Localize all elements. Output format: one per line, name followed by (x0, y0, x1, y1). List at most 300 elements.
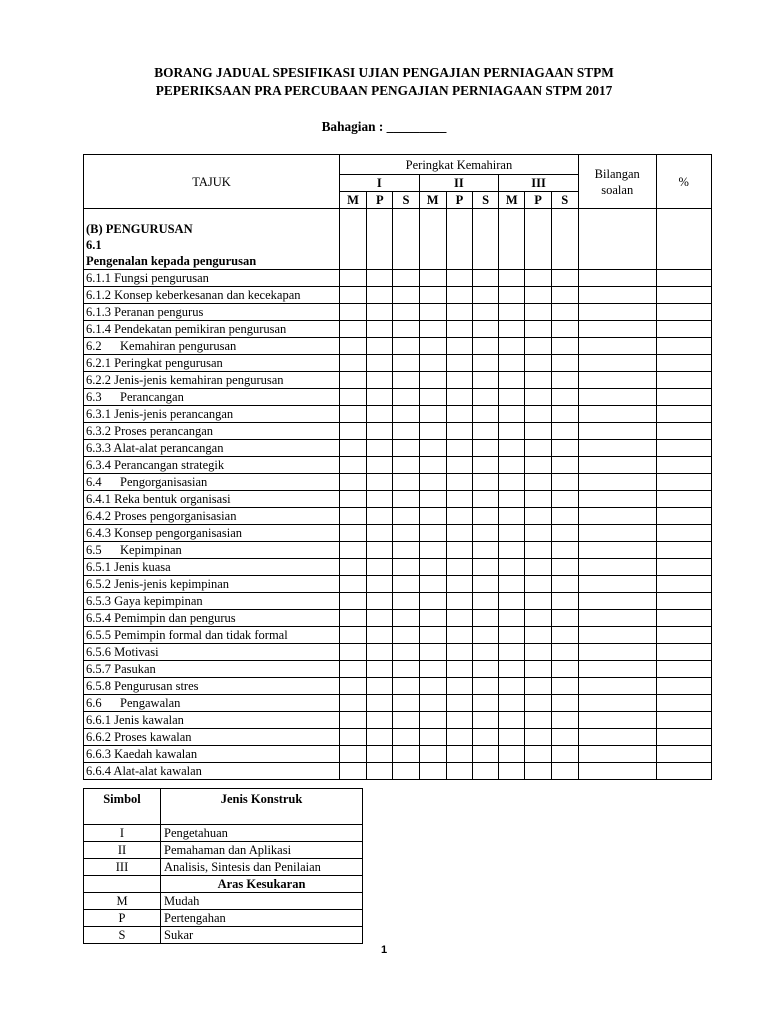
entry-cell[interactable] (656, 712, 711, 729)
entry-cell[interactable] (525, 678, 551, 695)
entry-cell[interactable] (551, 338, 578, 355)
entry-cell[interactable] (551, 644, 578, 661)
entry-cell[interactable] (499, 746, 525, 763)
entry-cell[interactable] (656, 321, 711, 338)
entry-cell[interactable] (656, 542, 711, 559)
entry-cell[interactable] (551, 321, 578, 338)
entry-cell[interactable] (656, 508, 711, 525)
entry-cell[interactable] (499, 627, 525, 644)
entry-cell[interactable] (551, 287, 578, 304)
entry-cell[interactable] (525, 559, 551, 576)
entry-cell[interactable] (499, 712, 525, 729)
entry-cell[interactable] (393, 525, 419, 542)
entry-cell[interactable] (339, 763, 366, 780)
entry-cell[interactable] (656, 678, 711, 695)
entry-cell[interactable] (446, 304, 472, 321)
entry-cell[interactable] (656, 287, 711, 304)
entry-cell[interactable] (446, 763, 472, 780)
entry-cell[interactable] (525, 695, 551, 712)
entry-cell[interactable] (367, 287, 393, 304)
entry-cell[interactable] (578, 389, 656, 406)
entry-cell[interactable] (473, 661, 499, 678)
entry-cell[interactable] (525, 270, 551, 287)
entry-cell[interactable] (551, 712, 578, 729)
entry-cell[interactable] (551, 525, 578, 542)
entry-cell[interactable] (499, 729, 525, 746)
entry-cell[interactable] (578, 474, 656, 491)
entry-cell[interactable] (446, 712, 472, 729)
entry-cell[interactable] (578, 406, 656, 423)
entry-cell[interactable] (551, 695, 578, 712)
entry-cell[interactable] (499, 491, 525, 508)
entry-cell[interactable] (578, 593, 656, 610)
entry-cell[interactable] (473, 321, 499, 338)
entry-cell[interactable] (578, 270, 656, 287)
entry-cell[interactable] (446, 355, 472, 372)
entry-cell[interactable] (339, 542, 366, 559)
entry-cell[interactable] (525, 576, 551, 593)
entry-cell[interactable] (551, 423, 578, 440)
entry-cell[interactable] (551, 270, 578, 287)
entry-cell[interactable] (339, 321, 366, 338)
entry-cell[interactable] (419, 695, 446, 712)
entry-cell[interactable] (656, 593, 711, 610)
entry-cell[interactable] (473, 474, 499, 491)
entry-cell[interactable] (656, 474, 711, 491)
entry-cell[interactable] (446, 491, 472, 508)
entry-cell[interactable] (339, 338, 366, 355)
entry-cell[interactable] (339, 627, 366, 644)
entry-cell[interactable] (551, 355, 578, 372)
entry-cell[interactable] (578, 695, 656, 712)
entry-cell[interactable] (393, 576, 419, 593)
entry-cell[interactable] (525, 746, 551, 763)
entry-cell[interactable] (393, 695, 419, 712)
entry-cell[interactable] (393, 304, 419, 321)
entry-cell[interactable] (499, 338, 525, 355)
entry-cell[interactable] (419, 389, 446, 406)
entry-cell[interactable] (578, 287, 656, 304)
entry-cell[interactable] (525, 763, 551, 780)
entry-cell[interactable] (339, 270, 366, 287)
entry-cell[interactable] (393, 423, 419, 440)
entry-cell[interactable] (339, 559, 366, 576)
entry-cell[interactable] (525, 372, 551, 389)
entry-cell[interactable] (578, 542, 656, 559)
entry-cell[interactable] (499, 644, 525, 661)
entry-cell[interactable] (446, 270, 472, 287)
entry-cell[interactable] (367, 355, 393, 372)
entry-cell[interactable] (367, 746, 393, 763)
entry-cell[interactable] (419, 457, 446, 474)
entry-cell[interactable] (656, 440, 711, 457)
entry-cell[interactable] (473, 491, 499, 508)
entry-cell[interactable] (499, 525, 525, 542)
entry-cell[interactable] (393, 746, 419, 763)
entry-cell[interactable] (499, 610, 525, 627)
entry-cell[interactable] (446, 627, 472, 644)
entry-cell[interactable] (367, 321, 393, 338)
entry-cell[interactable] (446, 508, 472, 525)
entry-cell[interactable] (525, 627, 551, 644)
entry-cell[interactable] (499, 661, 525, 678)
entry-cell[interactable] (367, 389, 393, 406)
entry-cell[interactable] (367, 440, 393, 457)
entry-cell[interactable] (367, 508, 393, 525)
entry-cell[interactable] (446, 678, 472, 695)
entry-cell[interactable] (499, 593, 525, 610)
entry-cell[interactable] (419, 661, 446, 678)
entry-cell[interactable] (656, 610, 711, 627)
entry-cell[interactable] (656, 525, 711, 542)
entry-cell[interactable] (525, 542, 551, 559)
entry-cell[interactable] (339, 610, 366, 627)
entry-cell[interactable] (656, 372, 711, 389)
entry-cell[interactable] (446, 610, 472, 627)
entry-cell[interactable] (419, 287, 446, 304)
entry-cell[interactable] (446, 644, 472, 661)
entry-cell[interactable] (473, 610, 499, 627)
entry-cell[interactable] (393, 508, 419, 525)
entry-cell[interactable] (656, 729, 711, 746)
entry-cell[interactable] (339, 474, 366, 491)
entry-cell[interactable] (656, 355, 711, 372)
entry-cell[interactable] (578, 712, 656, 729)
entry-cell[interactable] (339, 712, 366, 729)
entry-cell[interactable] (419, 474, 446, 491)
entry-cell[interactable] (551, 304, 578, 321)
entry-cell[interactable] (656, 423, 711, 440)
entry-cell[interactable] (446, 746, 472, 763)
entry-cell[interactable] (473, 695, 499, 712)
entry-cell[interactable] (446, 474, 472, 491)
entry-cell[interactable] (551, 542, 578, 559)
entry-cell[interactable] (473, 338, 499, 355)
entry-cell[interactable] (551, 576, 578, 593)
entry-cell[interactable] (525, 610, 551, 627)
entry-cell[interactable] (578, 355, 656, 372)
entry-cell[interactable] (578, 457, 656, 474)
entry-cell[interactable] (551, 678, 578, 695)
entry-cell[interactable] (393, 338, 419, 355)
entry-cell[interactable] (551, 372, 578, 389)
entry-cell[interactable] (393, 644, 419, 661)
entry-cell[interactable] (551, 406, 578, 423)
entry-cell[interactable] (367, 542, 393, 559)
entry-cell[interactable] (551, 661, 578, 678)
entry-cell[interactable] (656, 406, 711, 423)
entry-cell[interactable] (551, 729, 578, 746)
entry-cell[interactable] (393, 763, 419, 780)
entry-cell[interactable] (393, 270, 419, 287)
entry-cell[interactable] (446, 457, 472, 474)
entry-cell[interactable] (339, 644, 366, 661)
entry-cell[interactable] (656, 661, 711, 678)
entry-cell[interactable] (499, 287, 525, 304)
entry-cell[interactable] (419, 372, 446, 389)
entry-cell[interactable] (419, 627, 446, 644)
entry-cell[interactable] (419, 508, 446, 525)
entry-cell[interactable] (367, 661, 393, 678)
entry-cell[interactable] (525, 406, 551, 423)
entry-cell[interactable] (578, 440, 656, 457)
entry-cell[interactable] (339, 287, 366, 304)
entry-cell[interactable] (473, 644, 499, 661)
entry-cell[interactable] (367, 678, 393, 695)
entry-cell[interactable] (446, 661, 472, 678)
entry-cell[interactable] (656, 627, 711, 644)
entry-cell[interactable] (393, 559, 419, 576)
entry-cell[interactable] (499, 559, 525, 576)
entry-cell[interactable] (419, 559, 446, 576)
entry-cell[interactable] (525, 389, 551, 406)
entry-cell[interactable] (367, 610, 393, 627)
entry-cell[interactable] (499, 508, 525, 525)
entry-cell[interactable] (578, 678, 656, 695)
entry-cell[interactable] (473, 593, 499, 610)
entry-cell[interactable] (393, 712, 419, 729)
entry-cell[interactable] (578, 576, 656, 593)
entry-cell[interactable] (578, 423, 656, 440)
entry-cell[interactable] (578, 321, 656, 338)
entry-cell[interactable] (339, 525, 366, 542)
entry-cell[interactable] (551, 627, 578, 644)
entry-cell[interactable] (551, 491, 578, 508)
entry-cell[interactable] (419, 440, 446, 457)
entry-cell[interactable] (419, 338, 446, 355)
entry-cell[interactable] (419, 763, 446, 780)
entry-cell[interactable] (446, 287, 472, 304)
entry-cell[interactable] (656, 270, 711, 287)
entry-cell[interactable] (578, 559, 656, 576)
entry-cell[interactable] (446, 729, 472, 746)
entry-cell[interactable] (419, 746, 446, 763)
entry-cell[interactable] (419, 423, 446, 440)
entry-cell[interactable] (419, 542, 446, 559)
entry-cell[interactable] (525, 321, 551, 338)
entry-cell[interactable] (339, 576, 366, 593)
entry-cell[interactable] (393, 729, 419, 746)
entry-cell[interactable] (419, 525, 446, 542)
entry-cell[interactable] (446, 372, 472, 389)
entry-cell[interactable] (551, 508, 578, 525)
entry-cell[interactable] (446, 559, 472, 576)
entry-cell[interactable] (473, 729, 499, 746)
entry-cell[interactable] (367, 712, 393, 729)
entry-cell[interactable] (393, 474, 419, 491)
entry-cell[interactable] (499, 270, 525, 287)
entry-cell[interactable] (473, 678, 499, 695)
entry-cell[interactable] (499, 321, 525, 338)
entry-cell[interactable] (656, 559, 711, 576)
entry-cell[interactable] (419, 406, 446, 423)
entry-cell[interactable] (551, 610, 578, 627)
entry-cell[interactable] (367, 695, 393, 712)
entry-cell[interactable] (578, 508, 656, 525)
entry-cell[interactable] (446, 525, 472, 542)
entry-cell[interactable] (525, 474, 551, 491)
entry-cell[interactable] (367, 627, 393, 644)
entry-cell[interactable] (656, 491, 711, 508)
entry-cell[interactable] (339, 355, 366, 372)
entry-cell[interactable] (339, 491, 366, 508)
entry-cell[interactable] (473, 576, 499, 593)
entry-cell[interactable] (525, 423, 551, 440)
entry-cell[interactable] (525, 525, 551, 542)
entry-cell[interactable] (578, 644, 656, 661)
entry-cell[interactable] (578, 525, 656, 542)
entry-cell[interactable] (499, 355, 525, 372)
entry-cell[interactable] (656, 576, 711, 593)
entry-cell[interactable] (419, 270, 446, 287)
entry-cell[interactable] (393, 627, 419, 644)
entry-cell[interactable] (393, 678, 419, 695)
entry-cell[interactable] (656, 338, 711, 355)
entry-cell[interactable] (339, 661, 366, 678)
entry-cell[interactable] (393, 542, 419, 559)
entry-cell[interactable] (446, 593, 472, 610)
entry-cell[interactable] (446, 406, 472, 423)
entry-cell[interactable] (499, 423, 525, 440)
entry-cell[interactable] (473, 508, 499, 525)
entry-cell[interactable] (525, 440, 551, 457)
entry-cell[interactable] (551, 440, 578, 457)
entry-cell[interactable] (393, 440, 419, 457)
entry-cell[interactable] (339, 746, 366, 763)
entry-cell[interactable] (419, 321, 446, 338)
entry-cell[interactable] (367, 270, 393, 287)
entry-cell[interactable] (551, 474, 578, 491)
entry-cell[interactable] (367, 457, 393, 474)
entry-cell[interactable] (339, 406, 366, 423)
entry-cell[interactable] (446, 542, 472, 559)
entry-cell[interactable] (367, 372, 393, 389)
entry-cell[interactable] (578, 746, 656, 763)
entry-cell[interactable] (339, 389, 366, 406)
entry-cell[interactable] (656, 389, 711, 406)
entry-cell[interactable] (393, 610, 419, 627)
entry-cell[interactable] (525, 457, 551, 474)
entry-cell[interactable] (367, 406, 393, 423)
entry-cell[interactable] (525, 593, 551, 610)
entry-cell[interactable] (367, 576, 393, 593)
entry-cell[interactable] (656, 304, 711, 321)
entry-cell[interactable] (525, 355, 551, 372)
entry-cell[interactable] (473, 559, 499, 576)
entry-cell[interactable] (578, 372, 656, 389)
entry-cell[interactable] (367, 304, 393, 321)
entry-cell[interactable] (525, 644, 551, 661)
entry-cell[interactable] (473, 542, 499, 559)
entry-cell[interactable] (393, 389, 419, 406)
entry-cell[interactable] (339, 695, 366, 712)
entry-cell[interactable] (393, 661, 419, 678)
entry-cell[interactable] (339, 593, 366, 610)
entry-cell[interactable] (499, 372, 525, 389)
entry-cell[interactable] (551, 763, 578, 780)
entry-cell[interactable] (367, 338, 393, 355)
entry-cell[interactable] (578, 627, 656, 644)
entry-cell[interactable] (339, 678, 366, 695)
entry-cell[interactable] (499, 695, 525, 712)
entry-cell[interactable] (473, 287, 499, 304)
entry-cell[interactable] (656, 695, 711, 712)
entry-cell[interactable] (499, 406, 525, 423)
entry-cell[interactable] (499, 457, 525, 474)
entry-cell[interactable] (525, 287, 551, 304)
entry-cell[interactable] (339, 423, 366, 440)
entry-cell[interactable] (419, 644, 446, 661)
entry-cell[interactable] (525, 304, 551, 321)
entry-cell[interactable] (393, 372, 419, 389)
entry-cell[interactable] (578, 304, 656, 321)
entry-cell[interactable] (551, 746, 578, 763)
entry-cell[interactable] (419, 678, 446, 695)
entry-cell[interactable] (446, 389, 472, 406)
entry-cell[interactable] (419, 712, 446, 729)
entry-cell[interactable] (339, 729, 366, 746)
entry-cell[interactable] (656, 457, 711, 474)
entry-cell[interactable] (367, 644, 393, 661)
entry-cell[interactable] (367, 525, 393, 542)
entry-cell[interactable] (499, 576, 525, 593)
entry-cell[interactable] (339, 457, 366, 474)
entry-cell[interactable] (419, 593, 446, 610)
entry-cell[interactable] (578, 763, 656, 780)
entry-cell[interactable] (525, 338, 551, 355)
entry-cell[interactable] (393, 287, 419, 304)
entry-cell[interactable] (446, 423, 472, 440)
entry-cell[interactable] (367, 474, 393, 491)
entry-cell[interactable] (499, 440, 525, 457)
entry-cell[interactable] (419, 610, 446, 627)
entry-cell[interactable] (393, 457, 419, 474)
entry-cell[interactable] (393, 321, 419, 338)
entry-cell[interactable] (578, 338, 656, 355)
entry-cell[interactable] (551, 457, 578, 474)
entry-cell[interactable] (473, 525, 499, 542)
entry-cell[interactable] (446, 440, 472, 457)
entry-cell[interactable] (499, 678, 525, 695)
entry-cell[interactable] (578, 661, 656, 678)
entry-cell[interactable] (339, 372, 366, 389)
entry-cell[interactable] (339, 304, 366, 321)
entry-cell[interactable] (419, 491, 446, 508)
entry-cell[interactable] (393, 355, 419, 372)
entry-cell[interactable] (419, 304, 446, 321)
entry-cell[interactable] (656, 746, 711, 763)
entry-cell[interactable] (499, 763, 525, 780)
entry-cell[interactable] (551, 593, 578, 610)
entry-cell[interactable] (499, 542, 525, 559)
entry-cell[interactable] (473, 440, 499, 457)
entry-cell[interactable] (393, 593, 419, 610)
entry-cell[interactable] (473, 304, 499, 321)
entry-cell[interactable] (578, 729, 656, 746)
entry-cell[interactable] (446, 576, 472, 593)
entry-cell[interactable] (525, 491, 551, 508)
entry-cell[interactable] (473, 763, 499, 780)
entry-cell[interactable] (578, 610, 656, 627)
entry-cell[interactable] (473, 389, 499, 406)
entry-cell[interactable] (499, 304, 525, 321)
entry-cell[interactable] (499, 474, 525, 491)
entry-cell[interactable] (499, 389, 525, 406)
entry-cell[interactable] (367, 491, 393, 508)
entry-cell[interactable] (473, 270, 499, 287)
entry-cell[interactable] (473, 372, 499, 389)
entry-cell[interactable] (525, 661, 551, 678)
